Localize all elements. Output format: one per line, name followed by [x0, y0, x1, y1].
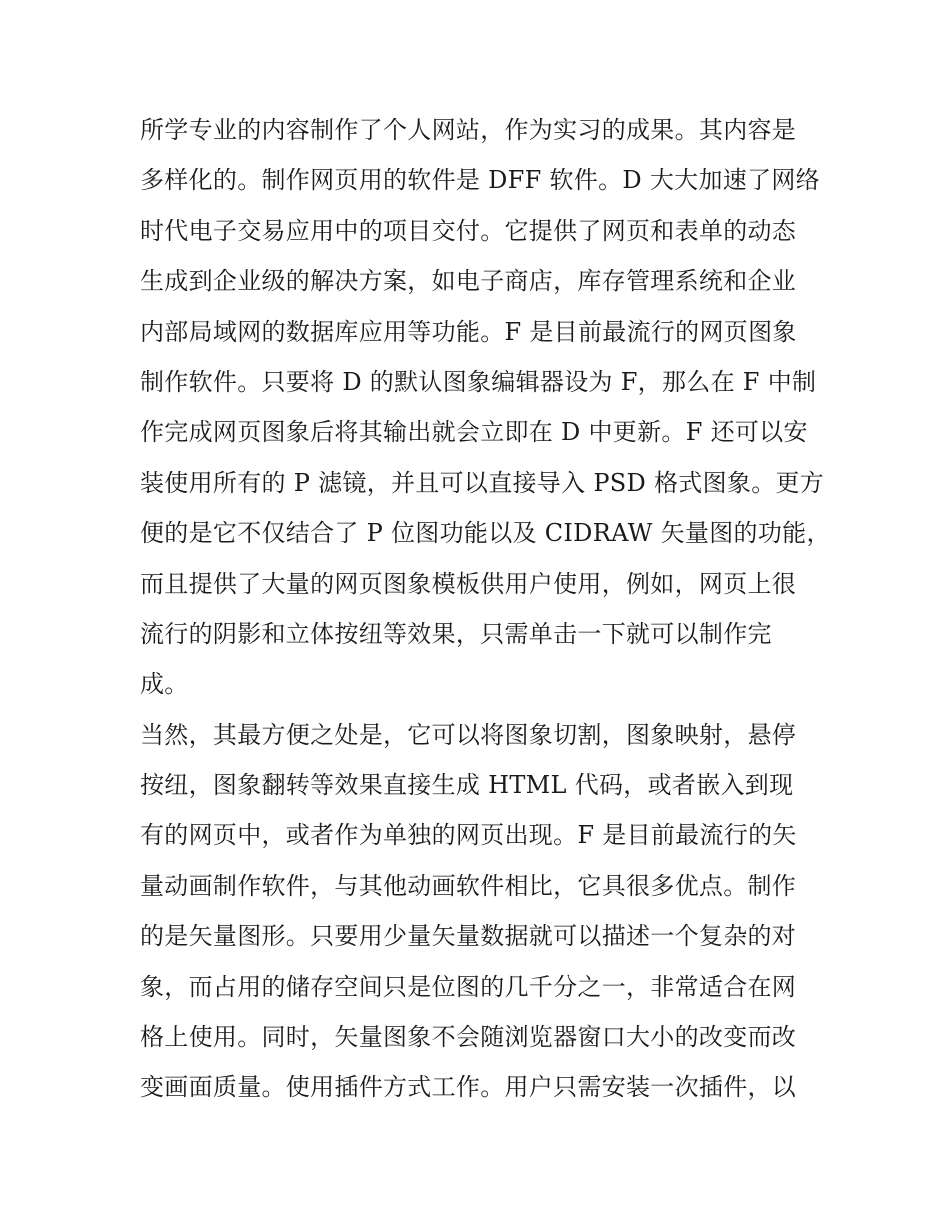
text-line: 象，而占用的储存空间只是位图的几千分之一，非常适合在网: [140, 972, 797, 1001]
body-text: [140, 105, 831, 1113]
text-line: 的是矢量图形。只要用少量矢量数据就可以描述一个复杂的对: [140, 922, 797, 951]
text-line: 多样化的。制作网页用的软件是 DFF 软件。D 大大加速了网络: [140, 166, 820, 195]
text-line: 按纽，图象翻转等效果直接生成 HTML 代码，或者嵌入到现: [140, 771, 794, 800]
text-line: 便的是它不仅结合了 P 位图功能以及 CIDRAW 矢量图的功能，: [140, 519, 831, 548]
text-line: 制作软件。只要将 D 的默认图象编辑器设为 F，那么在 F 中制: [140, 367, 817, 396]
text-line: 时代电子交易应用中的项目交付。它提供了网页和表单的动态: [140, 216, 797, 245]
text-line: 当然，其最方便之处是，它可以将图象切割，图象映射，悬停: [140, 720, 797, 749]
text-line: 量动画制作软件，与其他动画软件相比，它具很多优点。制作: [140, 871, 797, 900]
text-line: 内部局域网的数据库应用等功能。F 是目前最流行的网页图象: [140, 317, 797, 346]
text-line: 装使用所有的 P 滤镜，并且可以直接导入 PSD 格式图象。更方: [140, 468, 825, 497]
text-line: 成。: [140, 670, 189, 699]
text-line: 变画面质量。使用插件方式工作。用户只需安装一次插件，以: [140, 1073, 797, 1102]
text-line: 而且提供了大量的网页图象模板供用户使用，例如，网页上很: [140, 569, 797, 598]
text-line: 流行的阴影和立体按纽等效果，只需单击一下就可以制作完: [140, 619, 772, 648]
text-line: 有的网页中，或者作为单独的网页出现。F 是目前最流行的矢: [140, 821, 797, 850]
text-line: 生成到企业级的解决方案，如电子商店，库存管理系统和企业: [140, 267, 797, 296]
text-line: 所学专业的内容制作了个人网站，作为实习的成果。其内容是: [140, 116, 797, 144]
text-line: 作完成网页图象后将其输出就会立即在 D 中更新。F 还可以安: [140, 418, 808, 447]
text-line: 格上使用。同时，矢量图象不会随浏览器窗口大小的改变而改: [140, 1023, 797, 1052]
